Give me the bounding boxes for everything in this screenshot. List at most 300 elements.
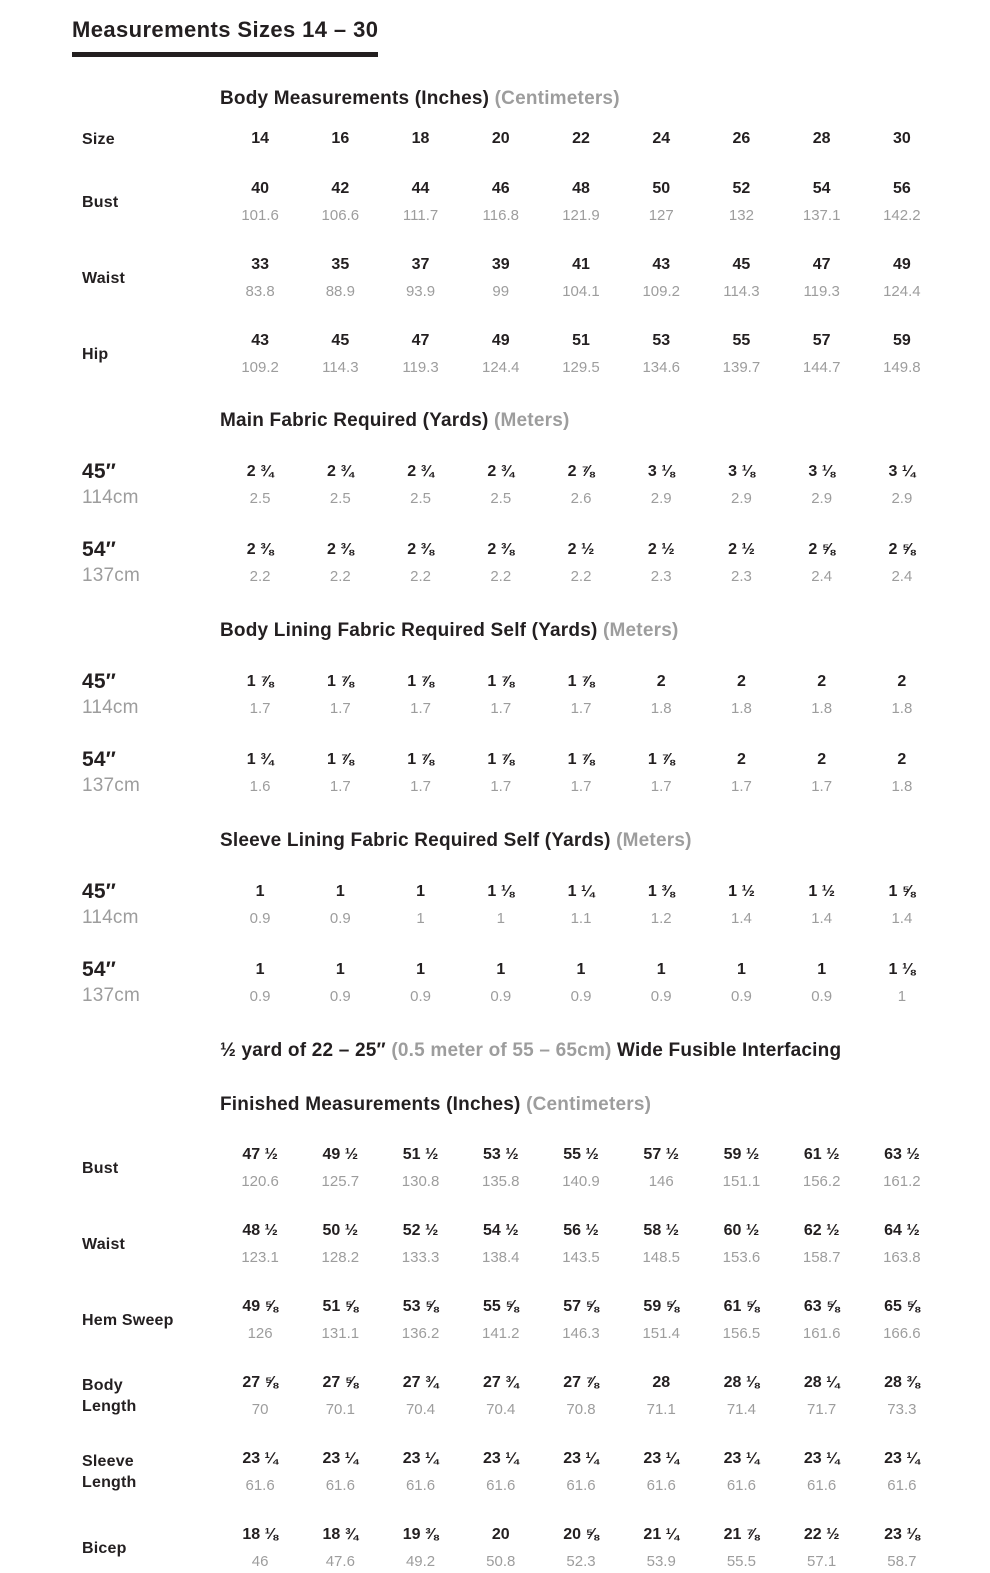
row-label-line: 54″ — [82, 958, 117, 981]
row-54 — [72, 537, 942, 589]
value-cm: 70.4 — [405, 1401, 436, 1418]
value-inches: 53 — [652, 332, 671, 349]
value-cm: 71.7 — [807, 1401, 837, 1418]
value-inches: 33 — [251, 256, 269, 273]
value-cm: 137.1 — [802, 207, 841, 224]
value-inches: 2 ⅝ — [808, 541, 835, 558]
value-inches: 28 ⅛ — [723, 1374, 760, 1391]
value-inches: 49 — [892, 256, 911, 273]
value-cm: 2.5 — [329, 490, 351, 507]
row-bicep — [72, 1523, 942, 1573]
value-cm: 1.7 — [410, 778, 431, 795]
value-cell — [541, 748, 621, 798]
value-cell — [782, 1219, 862, 1269]
row-body-length — [72, 1371, 942, 1421]
value-cm: 1.8 — [891, 778, 913, 795]
value-cell — [300, 1143, 380, 1193]
value-cm: 0.9 — [811, 988, 833, 1005]
section-subtitle: (Centimeters) — [526, 1094, 652, 1115]
value-cell — [621, 1295, 701, 1345]
value-inches: 1 ½ — [808, 883, 835, 900]
value-cell — [701, 1447, 781, 1497]
row-label-line: Bust — [82, 1159, 119, 1177]
value-cell — [701, 177, 781, 227]
value-cell — [701, 1219, 781, 1269]
value-cell — [300, 127, 380, 151]
value-cell — [782, 748, 862, 798]
value-cm: 2.2 — [570, 568, 592, 585]
value-cell — [220, 670, 300, 720]
value-cm: 138.4 — [481, 1249, 520, 1266]
value-cm: 1 — [496, 910, 505, 927]
value-cell — [541, 670, 621, 720]
value-inches: 47 — [812, 256, 831, 273]
value-inches: 1 — [496, 961, 506, 978]
value-inches: 57 — [812, 332, 831, 349]
value-cell — [300, 670, 380, 720]
value-cell — [862, 748, 942, 798]
value-cm: 141.2 — [481, 1325, 520, 1342]
measurement-table — [72, 87, 942, 1573]
value-inches: 1 ⅞ — [567, 751, 595, 768]
value-cm: 61.6 — [405, 1477, 436, 1494]
value-cm: 2.9 — [891, 490, 913, 507]
value-cell — [541, 880, 621, 930]
value-cm: 151.1 — [722, 1173, 761, 1190]
value-inches: 18 — [411, 130, 430, 147]
value-cm: 1.7 — [731, 778, 752, 795]
value-cell — [782, 127, 862, 151]
value-cell — [380, 748, 460, 798]
row-label — [72, 747, 220, 799]
value-cell — [220, 1447, 300, 1497]
value-inches: 59 — [892, 332, 911, 349]
value-cell — [300, 1447, 380, 1497]
value-cm: 1.7 — [650, 778, 672, 795]
value-cell — [701, 670, 781, 720]
row-label-sub: 114cm — [82, 487, 139, 508]
value-inches: 43 — [652, 256, 671, 273]
value-cm: 140.9 — [562, 1173, 600, 1190]
value-cell — [300, 1371, 380, 1421]
value-cell — [220, 1219, 300, 1269]
value-cell — [220, 1371, 300, 1421]
section-heading-finished-measurements-inches — [220, 1093, 942, 1117]
row-label-line: Bust — [82, 193, 119, 211]
value-cm: 58.7 — [887, 1553, 917, 1570]
interfacing-note — [220, 1039, 942, 1063]
value-cell — [220, 1295, 300, 1345]
value-inches: 18 ⅛ — [242, 1526, 278, 1543]
value-inches: 57 ⅝ — [563, 1298, 599, 1315]
value-cm: 149.8 — [883, 359, 921, 376]
value-cm: 70.1 — [325, 1401, 355, 1418]
value-inches: 24 — [652, 130, 671, 147]
value-cm: 99 — [492, 283, 510, 300]
value-cm: 1.4 — [891, 910, 913, 927]
value-cm: 125.7 — [321, 1173, 360, 1190]
value-inches: 1 — [656, 961, 666, 978]
value-cell — [782, 538, 862, 588]
value-cm: 153.6 — [722, 1249, 761, 1266]
value-cell — [300, 177, 380, 227]
value-inches: 16 — [331, 130, 350, 147]
value-inches: 23 ¼ — [803, 1450, 840, 1467]
value-inches: 61 ½ — [803, 1146, 840, 1163]
value-cm: 1.7 — [410, 700, 431, 717]
value-inches: 2 ½ — [728, 541, 755, 558]
value-cell — [220, 1523, 300, 1573]
value-inches: 51 ⅝ — [322, 1298, 359, 1315]
value-cm: 116.8 — [482, 207, 519, 224]
value-cell — [380, 880, 460, 930]
value-inches: 2 — [897, 673, 907, 690]
section-title: Body Measurements (Inches) — [220, 88, 490, 109]
value-inches: 2 — [817, 673, 827, 690]
value-cm: 70.4 — [486, 1401, 516, 1418]
value-cm: 134.6 — [642, 359, 680, 376]
value-inches: 19 ⅜ — [402, 1526, 439, 1543]
value-inches: 23 ¼ — [242, 1450, 278, 1467]
value-inches: 23 ¼ — [643, 1450, 680, 1467]
value-inches: 1 ⅞ — [647, 751, 675, 768]
value-cell — [541, 1295, 621, 1345]
interfacing-note-part: ½ yard of 22 – 25″ — [220, 1040, 392, 1061]
value-cell — [461, 1523, 541, 1573]
value-cell — [461, 1295, 541, 1345]
value-cm: 0.9 — [329, 910, 351, 927]
value-inches: 53 ⅝ — [402, 1298, 439, 1315]
row-label — [72, 459, 220, 511]
row-label-line: Length — [82, 1398, 137, 1415]
value-cell — [621, 1447, 701, 1497]
value-cm: 70.8 — [566, 1401, 596, 1418]
value-cm: 1.1 — [570, 910, 592, 927]
value-cell — [782, 1523, 862, 1573]
value-cm: 146.3 — [562, 1325, 600, 1342]
value-inches: 52 ½ — [402, 1222, 439, 1239]
value-cm: 2.5 — [490, 490, 512, 507]
value-inches: 44 — [411, 180, 430, 197]
value-inches: 2 — [736, 751, 746, 768]
value-cell — [621, 177, 701, 227]
value-inches: 23 ¼ — [322, 1450, 359, 1467]
value-cm: 83.8 — [245, 283, 275, 300]
section-subtitle: (Meters) — [616, 830, 692, 851]
row-label-line: Waist — [82, 1235, 126, 1253]
value-cm: 49.2 — [405, 1553, 436, 1570]
row-label — [72, 1158, 220, 1179]
value-cm: 136.2 — [401, 1325, 440, 1342]
row-label — [72, 669, 220, 721]
value-cm: 1.2 — [650, 910, 672, 927]
value-cm: 114.3 — [723, 283, 760, 300]
value-cell — [862, 253, 942, 303]
row-label-line: Waist — [82, 269, 126, 287]
value-inches: 3 ¼ — [888, 463, 916, 480]
value-cm: 151.4 — [642, 1325, 680, 1342]
value-inches: 55 ⅝ — [482, 1298, 519, 1315]
section-heading-body-lining-fabric-required-self-yards — [220, 619, 942, 643]
value-cell — [461, 329, 541, 379]
value-cell — [300, 1219, 380, 1269]
value-cell — [380, 1447, 460, 1497]
row-label — [72, 1538, 220, 1559]
value-cell — [701, 538, 781, 588]
value-cm: 130.8 — [401, 1173, 440, 1190]
value-inches: 2 — [817, 751, 827, 768]
value-cell — [862, 1523, 942, 1573]
row-label-sub: 137cm — [82, 985, 141, 1006]
value-cm: 0.9 — [249, 910, 271, 927]
value-cell — [782, 1295, 862, 1345]
value-cell — [541, 253, 621, 303]
value-cm: 148.5 — [642, 1249, 680, 1266]
value-cell — [621, 670, 701, 720]
value-inches: 28 — [652, 1374, 671, 1391]
value-cell — [701, 748, 781, 798]
value-cm: 53.9 — [646, 1553, 676, 1570]
value-cm: 0.9 — [490, 988, 512, 1005]
value-inches: 56 ½ — [563, 1222, 599, 1239]
row-54 — [72, 747, 942, 799]
row-bust — [72, 1143, 942, 1193]
value-inches: 65 ⅝ — [884, 1298, 920, 1315]
value-cm: 143.5 — [562, 1249, 600, 1266]
value-cm: 46 — [251, 1553, 269, 1570]
value-cell — [621, 1523, 701, 1573]
value-cell — [220, 748, 300, 798]
value-inches: 51 ½ — [402, 1146, 439, 1163]
value-inches: 27 ⅝ — [242, 1374, 278, 1391]
row-hip — [72, 329, 942, 379]
value-cm: 166.6 — [883, 1325, 921, 1342]
value-cell — [621, 127, 701, 151]
section-heading-body-measurements-inches — [220, 87, 942, 111]
value-cell — [380, 1295, 460, 1345]
value-inches: 21 ⅞ — [723, 1526, 760, 1543]
value-inches: 1 — [416, 961, 425, 978]
value-cell — [701, 1523, 781, 1573]
value-inches: 23 ¼ — [723, 1450, 760, 1467]
value-cell — [862, 1219, 942, 1269]
value-cell — [300, 329, 380, 379]
value-inches: 49 ⅝ — [242, 1298, 278, 1315]
value-cell — [701, 880, 781, 930]
value-cm: 158.7 — [802, 1249, 841, 1266]
value-cm: 146 — [648, 1173, 674, 1190]
row-label-line: Sleeve — [82, 1453, 134, 1470]
value-cm: 161.2 — [883, 1173, 921, 1190]
value-inches: 22 — [572, 130, 590, 147]
value-cell — [621, 460, 701, 510]
value-inches: 1 — [255, 961, 265, 978]
value-inches: 1 — [817, 961, 827, 978]
value-inches: 1 ½ — [728, 883, 755, 900]
value-cell — [782, 880, 862, 930]
value-cm: 2.5 — [249, 490, 271, 507]
value-inches: 49 ½ — [322, 1146, 359, 1163]
value-cm: 1.7 — [490, 778, 512, 795]
value-inches: 59 ½ — [723, 1146, 760, 1163]
value-cm: 57.1 — [807, 1553, 837, 1570]
value-cm: 2.9 — [811, 490, 833, 507]
value-inches: 48 — [572, 180, 590, 197]
value-cell — [541, 177, 621, 227]
value-cm: 161.6 — [802, 1325, 841, 1342]
value-inches: 2 ⅜ — [487, 541, 515, 558]
row-label-line: Hip — [82, 345, 109, 363]
value-cell — [782, 1143, 862, 1193]
value-cell — [541, 1371, 621, 1421]
value-cm: 109.2 — [642, 283, 680, 300]
value-cm: 55.5 — [726, 1553, 757, 1570]
value-cm: 2.4 — [811, 568, 833, 585]
value-inches: 64 ½ — [884, 1222, 920, 1239]
value-cell — [300, 958, 380, 1008]
value-cell — [621, 1143, 701, 1193]
row-waist — [72, 253, 942, 303]
value-cell — [541, 958, 621, 1008]
value-cm: 61.6 — [726, 1477, 757, 1494]
value-inches: 42 — [331, 180, 350, 197]
value-cell — [862, 958, 942, 1008]
value-cell — [380, 958, 460, 1008]
value-cm: 2.9 — [650, 490, 672, 507]
row-54 — [72, 957, 942, 1009]
row-hem-sweep — [72, 1295, 942, 1345]
value-inches: 1 ⅞ — [407, 751, 434, 768]
value-inches: 47 — [411, 332, 430, 349]
value-cell — [220, 460, 300, 510]
value-inches: 59 ⅝ — [643, 1298, 680, 1315]
value-inches: 58 ½ — [643, 1222, 680, 1239]
value-inches: 2 — [736, 673, 746, 690]
value-cm: 1.4 — [731, 910, 752, 927]
value-cell — [782, 460, 862, 510]
value-inches: 1 ⅞ — [246, 673, 274, 690]
interfacing-note-part: Wide Fusible Interfacing — [611, 1040, 842, 1061]
value-cell — [782, 329, 862, 379]
value-cm: 163.8 — [883, 1249, 921, 1266]
value-cell — [621, 1219, 701, 1269]
value-cell — [862, 538, 942, 588]
row-label-line: Hem Sweep — [82, 1311, 174, 1329]
value-inches: 20 — [491, 1526, 510, 1543]
value-cell — [220, 1143, 300, 1193]
value-inches: 1 — [736, 961, 746, 978]
value-inches: 1 — [335, 961, 345, 978]
value-inches: 60 ½ — [723, 1222, 760, 1239]
value-cell — [782, 958, 862, 1008]
value-cell — [701, 1371, 781, 1421]
value-inches: 2 ⅜ — [246, 541, 274, 558]
value-cm: 156.2 — [802, 1173, 841, 1190]
value-cell — [862, 1447, 942, 1497]
value-cm: 61.6 — [566, 1477, 596, 1494]
section-title: Body Lining Fabric Required Self (Yards) — [220, 620, 598, 641]
value-cm: 1.7 — [249, 700, 271, 717]
value-cm: 50.8 — [486, 1553, 516, 1570]
value-cm: 120.6 — [241, 1173, 279, 1190]
value-cell — [701, 127, 781, 151]
row-label — [72, 537, 220, 589]
value-cell — [220, 880, 300, 930]
value-inches: 1 ⅜ — [647, 883, 675, 900]
value-cm: 1.8 — [650, 700, 672, 717]
row-label — [72, 1451, 220, 1493]
value-cm: 93.9 — [405, 283, 436, 300]
row-label-line: Body — [82, 1377, 123, 1394]
row-label — [72, 344, 220, 365]
value-cell — [461, 670, 541, 720]
row-sleeve-length — [72, 1447, 942, 1497]
row-label — [72, 1234, 220, 1255]
value-cell — [300, 460, 380, 510]
value-cell — [461, 958, 541, 1008]
value-cell — [782, 670, 862, 720]
value-inches: 2 ⅜ — [326, 541, 354, 558]
value-cm: 131.1 — [321, 1325, 360, 1342]
value-cm: 144.7 — [802, 359, 841, 376]
value-inches: 2 ½ — [647, 541, 675, 558]
value-inches: 54 — [812, 180, 831, 197]
value-cell — [380, 253, 460, 303]
value-cell — [461, 880, 541, 930]
value-cm: 119.3 — [402, 359, 439, 376]
value-inches: 35 — [331, 256, 350, 273]
row-label-line: Bicep — [82, 1539, 127, 1557]
value-cell — [380, 1143, 460, 1193]
section-subtitle: (Meters) — [493, 410, 570, 431]
value-inches: 27 ⅞ — [563, 1374, 599, 1391]
value-inches: 28 ¼ — [803, 1374, 840, 1391]
value-cm: 1 — [416, 910, 425, 927]
value-inches: 27 ¾ — [402, 1374, 439, 1391]
value-inches: 23 ¼ — [563, 1450, 599, 1467]
row-bust — [72, 177, 942, 227]
value-cm: 104.1 — [562, 283, 600, 300]
value-inches: 23 ⅛ — [884, 1526, 920, 1543]
value-cell — [701, 1295, 781, 1345]
value-inches: 1 — [416, 883, 425, 900]
value-inches: 3 ⅛ — [728, 463, 755, 480]
value-cell — [621, 329, 701, 379]
row-45 — [72, 459, 942, 511]
value-cell — [380, 177, 460, 227]
value-cm: 73.3 — [887, 1401, 917, 1418]
value-cm: 1.8 — [811, 700, 833, 717]
row-label-sub: 114cm — [82, 697, 139, 718]
value-inches: 2 ¾ — [326, 463, 354, 480]
value-cm: 0.9 — [329, 988, 351, 1005]
value-inches: 45 — [331, 332, 350, 349]
value-cell — [621, 253, 701, 303]
value-inches: 46 — [491, 180, 510, 197]
value-cm: 123.1 — [241, 1249, 279, 1266]
value-inches: 2 — [656, 673, 666, 690]
value-inches: 20 — [491, 130, 510, 147]
value-cm: 2.3 — [731, 568, 752, 585]
value-inches: 1 — [576, 961, 586, 978]
value-cell — [380, 460, 460, 510]
value-cm: 1.4 — [811, 910, 833, 927]
value-inches: 27 ¾ — [482, 1374, 519, 1391]
interfacing-note-part: (0.5 meter of 55 – 65cm) — [391, 1040, 612, 1061]
value-cell — [862, 1143, 942, 1193]
value-cell — [701, 1143, 781, 1193]
value-inches: 37 — [411, 256, 430, 273]
